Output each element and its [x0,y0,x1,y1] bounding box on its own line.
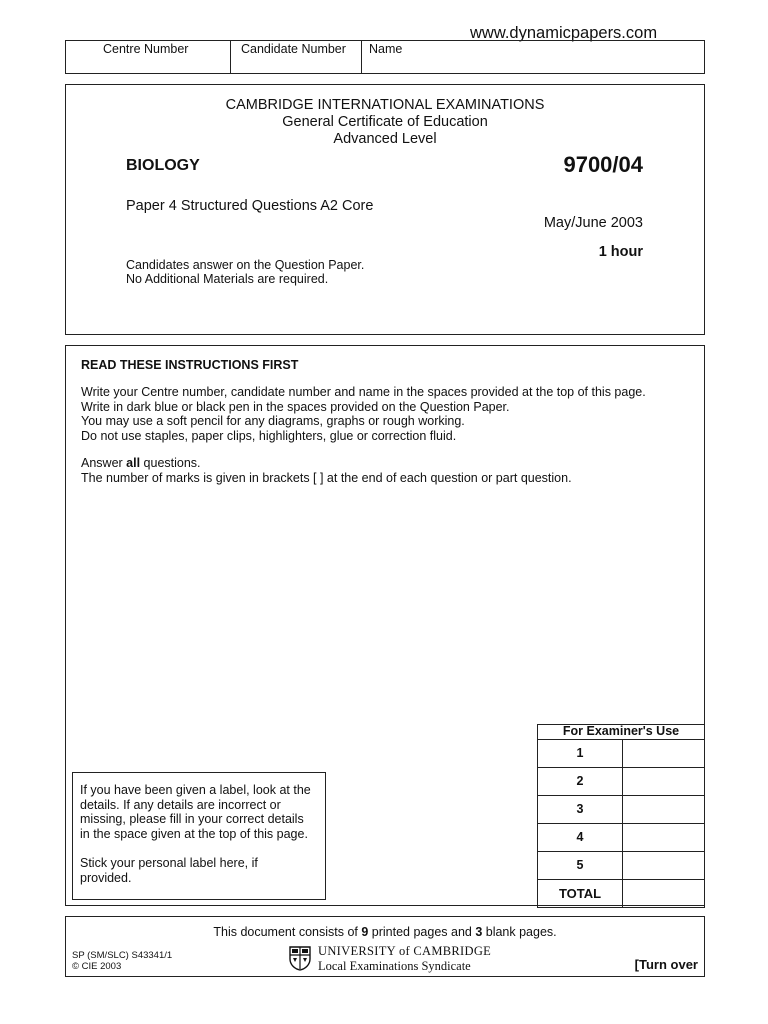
mark-cell[interactable] [622,768,705,795]
answer-prefix: Answer [81,456,127,470]
label-instruction-line: provided. [80,871,132,885]
mark-cell[interactable] [622,852,705,879]
table-row-total [537,880,705,908]
examiner-title: For Examiner's Use [537,724,705,740]
label-instruction-line: missing, please fill in your correct details [80,812,304,826]
materials-line-1: Candidates answer on the Question Paper. [126,258,365,272]
university-name: UNIVERSITY of CAMBRIDGE [318,944,492,958]
question-number: 1 [576,746,584,760]
level: Advanced Level [333,131,437,147]
instructions-heading: READ THESE INSTRUCTIONS FIRST [81,358,299,372]
paper-name: Paper 4 Structured Questions A2 Core [126,198,374,214]
label-instruction-line: in the space given at the top of this page. [80,827,308,841]
centre-number-label: Centre Number [103,42,189,56]
duration: 1 hour [598,244,643,260]
table-row [537,768,705,796]
page-count [66,925,704,939]
marks-note: The number of marks is given in brackets [ ] at the end of each question or part question. [81,471,572,485]
candidate-number-label: Candidate Number [241,42,346,56]
mark-cell[interactable] [622,740,705,767]
page-count-mid: printed pages and [368,925,476,939]
label-instruction-line: Stick your personal label here, if [80,856,258,870]
instruction-line: Do not use staples, paper clips, highlighters, glue or correction fluid. [81,429,457,443]
answer-instruction [81,456,201,470]
table-row [537,852,705,880]
watermark-url[interactable]: www.dynamicpapers.com [470,24,658,42]
page-count-prefix: This document consists of [213,925,362,939]
total-label: TOTAL [558,886,602,901]
blank-pages: 3 [475,925,483,939]
question-number: 2 [576,774,584,788]
session: May/June 2003 [543,215,643,231]
document-ref: SP (SM/SLC) S43341/1 [72,950,173,961]
label-instruction-line: If you have been given a label, look at the [80,783,311,797]
copyright: © CIE 2003 [72,961,122,972]
name-field[interactable] [361,40,705,74]
certificate: General Certificate of Education [282,114,488,130]
instruction-line: Write in dark blue or black pen in the spaces provided on the Question Paper. [81,400,510,414]
mark-cell[interactable] [622,824,705,851]
question-number: 3 [576,802,584,816]
instruction-line: Write your Centre number, candidate number and name in the spaces provided at the top of this page. [81,385,646,399]
candidate-number-field[interactable] [230,40,362,74]
paper-code: 9700/04 [563,152,643,177]
total-cell[interactable] [622,880,705,907]
syndicate-name: Local Examinations Syndicate [318,959,471,973]
page-count-suffix: blank pages. [482,925,557,939]
question-number: 5 [576,858,584,872]
table-row [537,740,705,768]
cambridge-crest-icon [288,945,312,971]
table-row [537,796,705,824]
subject-title: BIOLOGY [126,157,200,174]
turn-over: [Turn over [634,957,698,972]
mark-cell[interactable] [622,796,705,823]
instruction-line: You may use a soft pencil for any diagrams, graphs or rough working. [81,414,465,428]
exam-board: CAMBRIDGE INTERNATIONAL EXAMINATIONS [225,97,545,113]
materials-line-2: No Additional Materials are required. [126,272,329,286]
question-number: 4 [576,830,584,844]
name-label: Name [369,42,403,56]
answer-suffix: questions. [140,456,201,470]
printed-pages: 9 [361,925,369,939]
label-instruction-line: details. If any details are incorrect or [80,798,281,812]
centre-number-field[interactable] [65,40,231,74]
table-row [537,824,705,852]
answer-all: all [126,456,141,470]
